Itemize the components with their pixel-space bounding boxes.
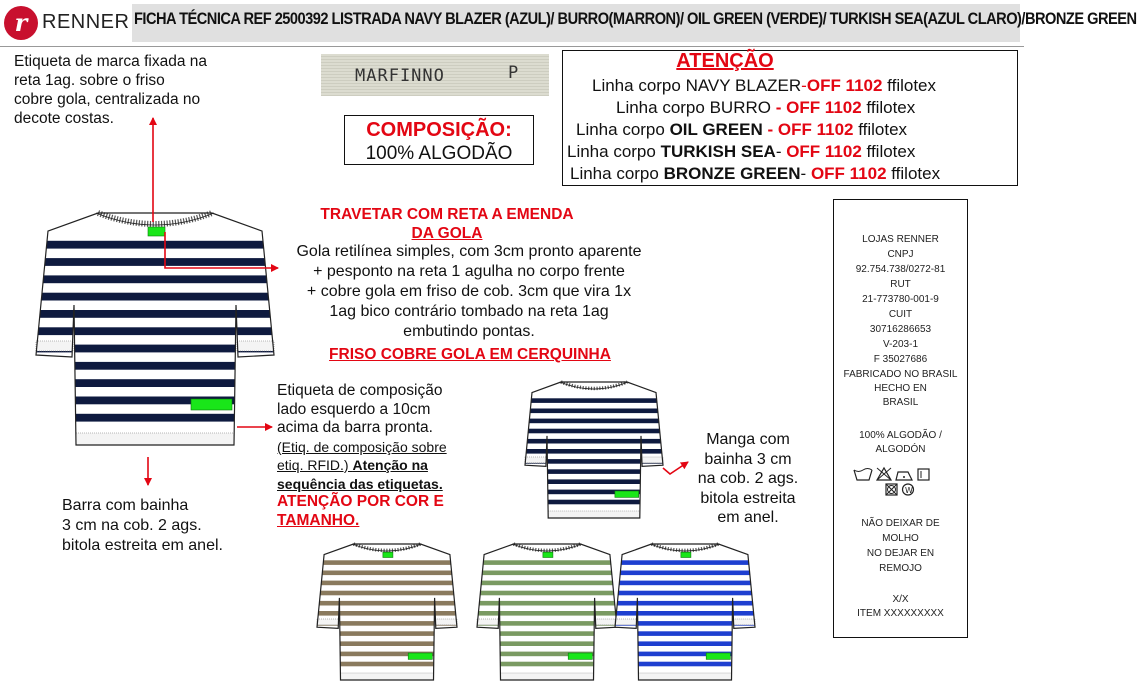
thread-line-navy: Linha corpo NAVY BLAZER-OFF 1102 ffilotex [592, 76, 937, 95]
sleeve-band-right [733, 619, 755, 625]
stripe [525, 439, 663, 444]
sheet-title: FICHA TÉCNICA REF 2500392 LISTRADA NAVY BLAZER (AZUL)/ BURRO(MARRON)/ OIL GREEN (VERDE)/ TURKISH SEA(AZUL CLARO)/BRONZE GREEN [134, 9, 1137, 28]
composition-value: 100% ALGODÃO [365, 143, 513, 164]
care-label-item: ITEM XXXXXXXXX [857, 608, 944, 619]
shirt-turkish-sea [615, 544, 755, 680]
stripe [615, 611, 755, 616]
care-label-warning: NÃO DEIXAR DE [861, 518, 940, 529]
stripe [36, 414, 274, 422]
brand-tag-icon [681, 552, 691, 557]
stripe [317, 571, 457, 576]
arrow-sleeve [663, 462, 688, 474]
care-label-warning: MOLHO [882, 533, 919, 544]
thread-line-oil-green: Linha corpo OIL GREEN - OFF 1102 ffilotex [576, 120, 908, 139]
attention-title: ATENÇÃO [676, 50, 774, 72]
care-label-line: HECHO EN [874, 383, 927, 394]
stripe [615, 641, 755, 646]
care-label-line: V-203-1 [882, 339, 919, 350]
stripe [477, 581, 617, 586]
stripe [477, 641, 617, 646]
thread-line-burro: Linha corpo BURRO - OFF 1102 ffilotex [616, 98, 916, 117]
stripe [477, 611, 617, 616]
svg-text:W: W [905, 486, 913, 495]
care-label-line: 92.754.738/0272-81 [855, 264, 946, 275]
stripe [525, 409, 663, 414]
stripe [615, 571, 755, 576]
stripe [477, 591, 617, 596]
stripe [477, 571, 617, 576]
sleeve-band-left [36, 341, 73, 351]
stripe [317, 581, 457, 586]
stripe [317, 652, 457, 657]
stripe [615, 591, 755, 596]
stripe [477, 652, 617, 657]
shirt-oil-green [477, 544, 617, 680]
hem-band [341, 673, 434, 680]
composition-tag-icon [191, 399, 232, 410]
care-label-line: LOJAS RENNER [862, 234, 939, 245]
brand-label-name: MARFINNO [355, 66, 445, 86]
care-label-line: F 35027686 [873, 354, 928, 365]
composition-tag-icon [615, 491, 639, 497]
stripe [317, 591, 457, 596]
stripe [477, 560, 617, 565]
sleeve-band-left [615, 619, 637, 625]
stripe [477, 631, 617, 636]
care-label-warning: NO DEJAR EN [866, 548, 935, 559]
stripe [36, 397, 274, 405]
stripe [525, 500, 663, 505]
composition-tag-icon [408, 653, 432, 659]
shirt-front-navy [36, 213, 274, 445]
stripe [615, 662, 755, 667]
stripe [36, 275, 274, 283]
sleeve-band-right [595, 619, 617, 625]
sleeve-band-right [642, 457, 664, 463]
stripe [36, 327, 274, 335]
brand-label-note: Etiqueta de marca fixada na reta 1ag. sobre o friso cobre gola, centralizada no decote costas. [14, 53, 208, 127]
stripe [525, 490, 663, 495]
care-label-warning: REMOJO [879, 563, 922, 574]
hem-band [501, 673, 594, 680]
stripe [317, 560, 457, 565]
collar-instruction-footer: FRISO COBRE GOLA EM CERQUINHA [329, 346, 611, 363]
collar-instruction-body: Gola retilínea simples, com 3cm pronto aparente + pesponto na reta 1 agulha no corpo frente + cobre gola em friso de cob. 3cm que vira 1x 1ag bico contrário tombado na reta 1ag embutindo pontas. [296, 243, 642, 340]
stripe [36, 310, 274, 318]
stripe [36, 379, 274, 387]
stripe [525, 449, 663, 454]
care-label-line: 21-773780-001-9 [862, 294, 939, 305]
composition-tag-icon [568, 653, 592, 659]
stripe [525, 398, 663, 403]
stripe [36, 241, 274, 249]
sleeve-band-left [525, 457, 547, 463]
sleeve-band-right [237, 341, 274, 351]
care-label-composition: 100% ALGODÃO / [859, 430, 942, 441]
stripe [317, 611, 457, 616]
thread-line-bronze-green: Linha corpo BRONZE GREEN- OFF 1102 ffilotex [570, 164, 941, 183]
brand-label-size: P [508, 63, 519, 83]
stripe [525, 469, 663, 474]
thread-line-turkish-sea: Linha corpo TURKISH SEA- OFF 1102 ffilotex [567, 142, 916, 161]
stripe [477, 601, 617, 606]
stripe [615, 581, 755, 586]
stripe [36, 362, 274, 370]
composition-title: COMPOSIÇÃO: [366, 119, 512, 141]
brand-tag-icon [543, 552, 553, 557]
care-label-line: CUIT [888, 309, 913, 320]
composition-tag-icon [706, 653, 730, 659]
care-label-line: FABRICADO NO BRASIL [843, 369, 958, 380]
care-label-line: BRASIL [882, 397, 919, 408]
stripe [317, 601, 457, 606]
collar-instruction-title: TRAVETAR COM RETA A EMENDA DA GOLA [320, 206, 574, 242]
stripe [36, 293, 274, 301]
care-label-composition: ALGODÓN [875, 444, 926, 455]
shirt-back-navy [525, 382, 663, 518]
hem-band [76, 433, 234, 445]
brand-tag-icon [383, 552, 393, 557]
stripe [525, 429, 663, 434]
care-label-line: RUT [890, 279, 911, 290]
care-label-size: X/X [892, 594, 909, 605]
sleeve-band-left [317, 619, 339, 625]
stripe [615, 560, 755, 565]
stripe [615, 601, 755, 606]
stripe [615, 652, 755, 657]
stripe [317, 641, 457, 646]
stripe [36, 258, 274, 266]
sleeve-band-left [477, 619, 499, 625]
shirt-burro [317, 544, 457, 680]
care-label-line: 30716286653 [869, 324, 932, 335]
hem-band [639, 673, 732, 680]
brand-tag-icon [148, 227, 165, 236]
renner-logo-text: RENNER [42, 11, 130, 33]
composition-label-note: Etiqueta de composição lado esquerdo a 10cm acima da barra pronta. (Etiq. de composição sobre etiq. RFID.) Atenção na sequência das etiquetas. ATENÇÃO POR COR E TAMANHO. [277, 382, 447, 529]
hem-note: Barra com bainha 3 cm na cob. 2 ags. bitola estreita em anel. [62, 497, 223, 554]
sleeve-note: Manga com bainha 3 cm na cob. 2 ags. bitola estreita em anel. [697, 431, 799, 526]
stripe [317, 631, 457, 636]
stripe [477, 662, 617, 667]
stripe [615, 631, 755, 636]
stripe [525, 419, 663, 424]
renner-logo-icon: r [4, 6, 38, 40]
stripe [317, 662, 457, 667]
care-label-line: CNPJ [887, 249, 914, 260]
hem-band [548, 511, 640, 518]
stripe [525, 479, 663, 484]
sleeve-band-right [435, 619, 457, 625]
